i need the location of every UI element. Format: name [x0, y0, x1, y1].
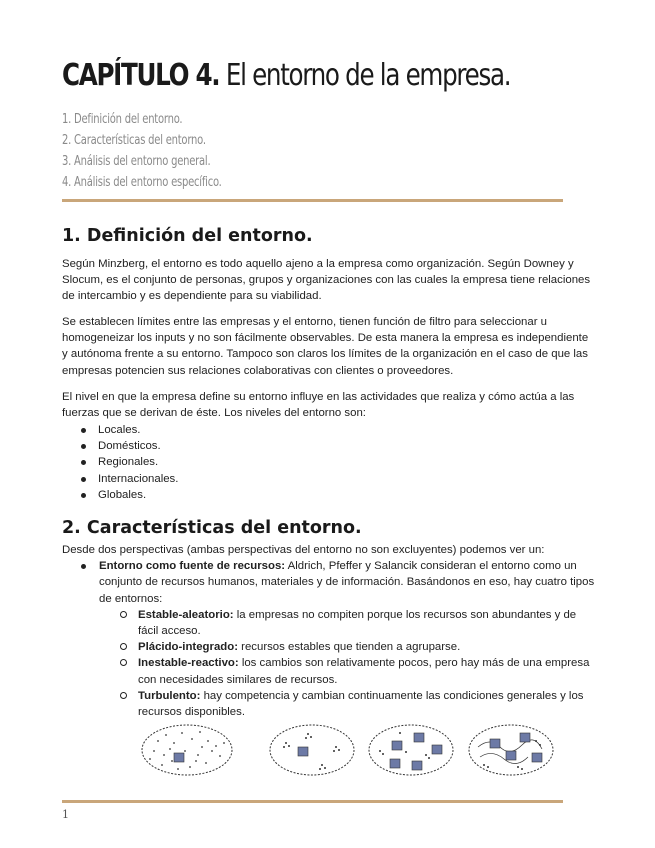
section-2-intro: Desde dos perspectivas (ambas perspectivas del entorno no son excluyentes) podemos ver un:: [62, 544, 545, 556]
type-text: los cambios son relativamente pocos, pero hay más de una empresa con necesidades similares de recursos.: [138, 657, 590, 686]
diagram-inestable-reactivo: [369, 725, 453, 775]
diagram-turbulento: [469, 725, 553, 775]
list-item: Locales.: [62, 422, 178, 438]
toc-item: 4. Análisis del entorno específico.: [62, 174, 222, 190]
chapter-name: El entorno de la empresa.: [225, 58, 511, 93]
type-label: Plácido-integrado:: [138, 641, 238, 654]
environment-types-list: [62, 607, 597, 720]
section-1-paragraph-1: Según Minzberg, el entorno es todo aquello ajeno a la empresa como organización. Según Downey y Slocum, es el conjunto de personas, grupos y organizaciones con las cuales la empresa tiene relaciones de intercambio y es dependiente para su viabilidad.: [62, 258, 591, 303]
chapter-number: CAPÍTULO 4.: [62, 58, 220, 93]
section-1-heading: 1. Definición del entorno.: [62, 226, 313, 246]
environment-levels-list: [62, 422, 178, 503]
resource-text: Aldrich, Pfeffer y Salancik consideran el entorno como un conjunto de recursos humanos, materiales y de información. Basándonos en eso, hay cuatro tipos de entornos:: [99, 560, 595, 605]
list-item: Globales.: [62, 487, 178, 503]
environment-types-diagram: [140, 721, 560, 779]
toc-item: 3. Análisis del entorno general.: [62, 153, 211, 169]
list-item: [62, 688, 597, 720]
list-item: [62, 655, 597, 687]
toc-item: 1. Definición del entorno.: [62, 111, 183, 127]
header-divider: [62, 199, 563, 202]
toc-item: 2. Características del entorno.: [62, 132, 206, 148]
section-2-heading: 2. Características del entorno.: [62, 518, 362, 538]
chapter-title: [62, 58, 510, 93]
section-1-paragraph-3: El nivel en que la empresa define su entorno influye en las actividades que realiza y cómo actúa a las fuerzas que se derivan de éste. Los niveles del entorno son:: [62, 391, 575, 420]
type-label: Estable-aleatorio:: [138, 608, 234, 621]
list-item: [62, 639, 597, 655]
page-number: 1: [62, 808, 69, 821]
list-item: Domésticos.: [62, 438, 178, 454]
diagram-placido-integrado: [270, 725, 354, 775]
type-text: la empresas no compiten porque los recursos son abundantes y de fácil acceso.: [138, 608, 577, 638]
footer-divider: [62, 800, 563, 803]
list-item: [62, 607, 597, 639]
table-of-contents: [62, 111, 278, 195]
resource-perspective-item: [62, 558, 597, 607]
type-text: hay competencia y cambian continuamente las condiciones generales y los recursos disponibles.: [138, 689, 584, 719]
list-item: Internacionales.: [62, 471, 178, 487]
type-text: recursos estables que tienden a agruparse.: [238, 641, 461, 654]
section-2-body: [62, 542, 597, 720]
resource-label: Entorno como fuente de recursos:: [99, 560, 286, 573]
section-1-paragraph-2: Se establecen límites entre las empresas y el entorno, tienen función de filtro para seleccionar u homogeneizar los inputs y no son fácilmente observables. De esta manera la empresa es independiente y autónoma frente a su entorno. Tampoco son claros los límites de la organización en el caso de que las empresas potencien sus relaciones colaborativas con clientes o proveedores.: [62, 316, 589, 377]
type-label: Inestable-reactivo:: [138, 657, 239, 670]
type-label: Turbulento:: [138, 689, 201, 702]
list-item: Regionales.: [62, 454, 178, 470]
diagram-estable-aleatorio: [142, 725, 232, 775]
